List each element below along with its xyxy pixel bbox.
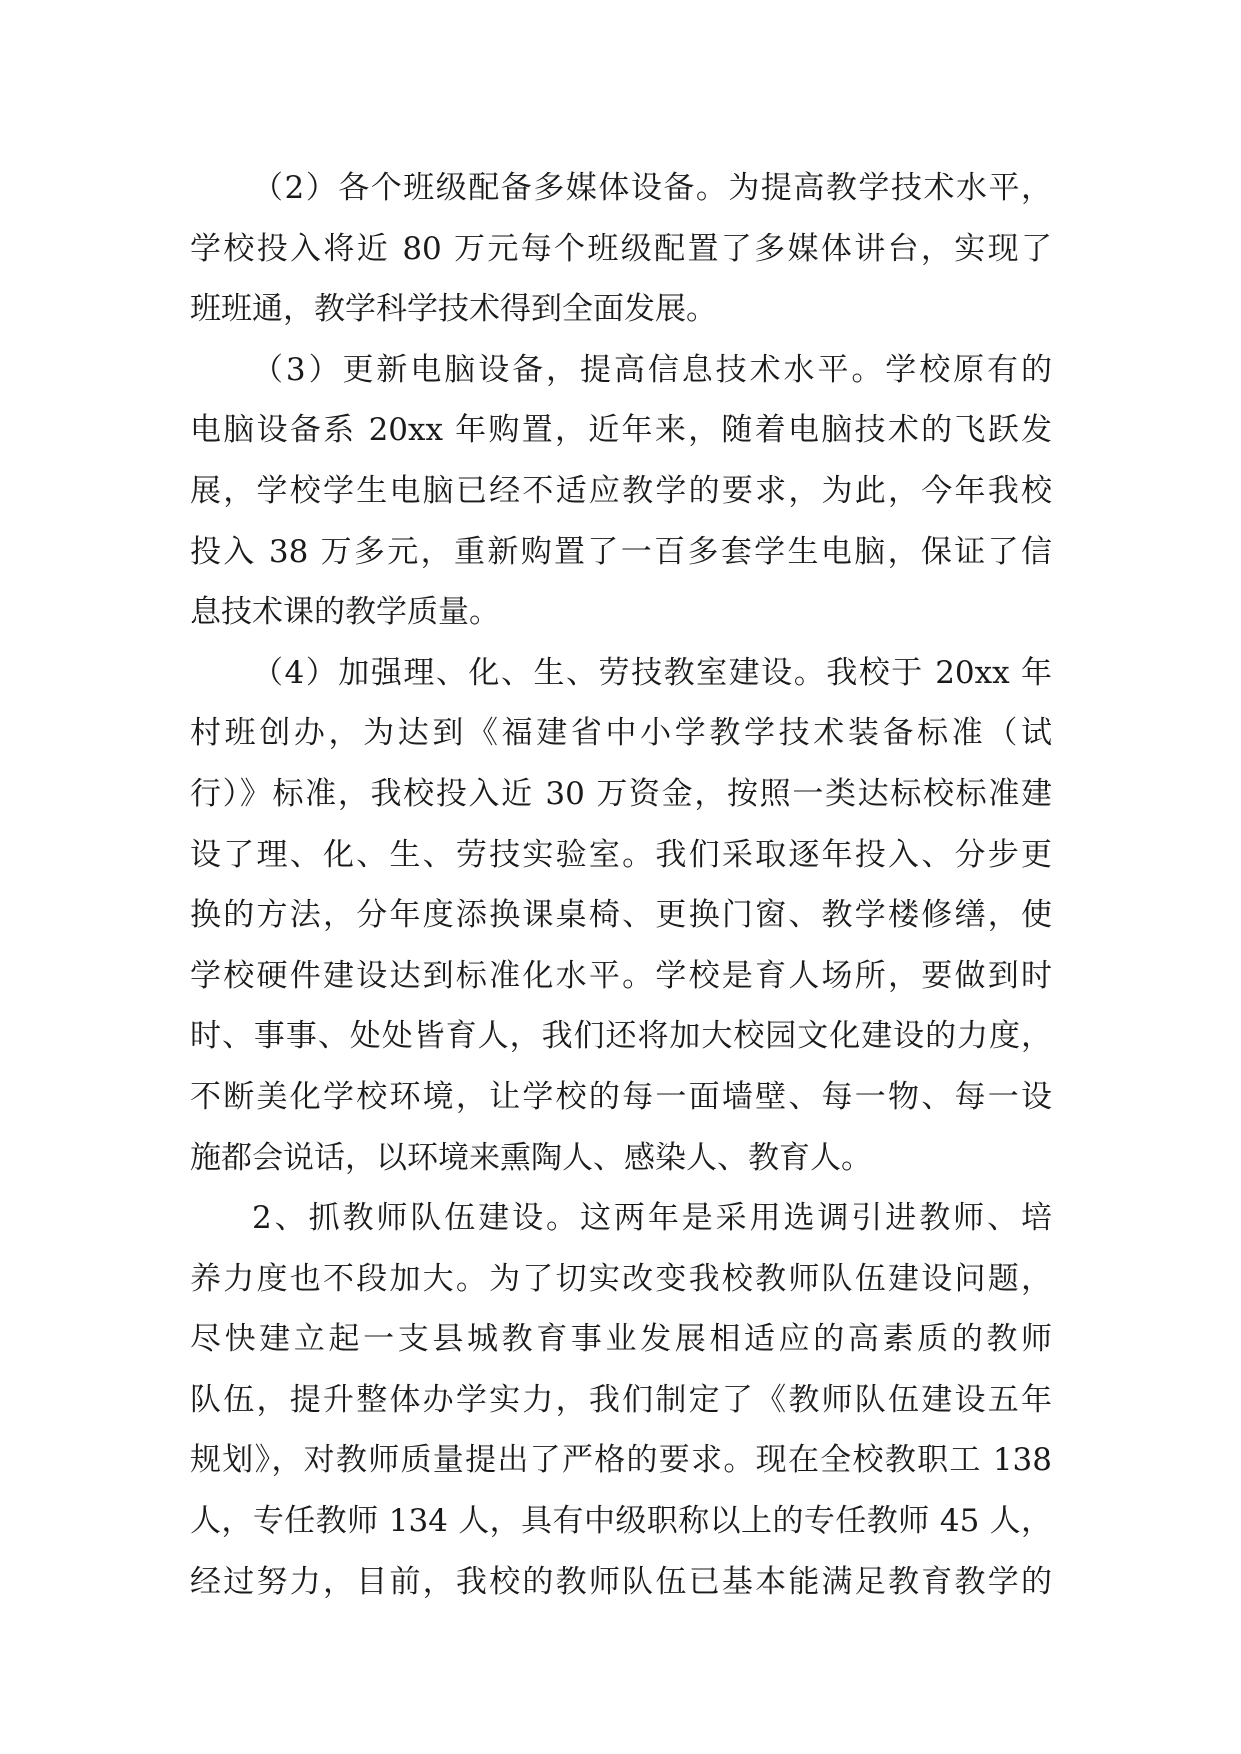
text-line: 电脑设备系 20xx 年购置，近年来，随着电脑技术的飞跃发: [190, 412, 1052, 449]
text-line: 人，专任教师 134 人，具有中级职称以上的专任教师 45 人，: [190, 1503, 1052, 1540]
text-line: 设了理、化、生、劳技实验室。我们采取逐年投入、分步更: [190, 836, 1052, 873]
text-line: 队伍，提升整体办学实力，我们制定了《教师队伍建设五年: [190, 1381, 1052, 1418]
paragraph-computers: [190, 340, 1052, 643]
text-line: 换的方法，分年度添换课桌椅、更换门窗、教学楼修缮，使: [190, 897, 1052, 934]
text-line: （2）各个班级配备多媒体设备。为提高教学技术水平，: [252, 170, 1052, 206]
text-line: 施都会说话，以环境来熏陶人、感染人、教育人。: [190, 1139, 872, 1176]
text-line: 时、事事、处处皆育人，我们还将加大校园文化建设的力度，: [190, 1018, 1052, 1055]
text-line: 投入 38 万多元，重新购置了一百多套学生电脑，保证了信: [190, 533, 1052, 570]
text-line: 经过努力，目前，我校的教师队伍已基本能满足教育教学的: [190, 1563, 1052, 1600]
text-line: 规划》，对教师质量提出了严格的要求。现在全校教职工 138: [190, 1442, 1052, 1479]
paragraph-labs: [190, 643, 1052, 1188]
body-text: [190, 158, 1052, 1612]
text-line: 学校投入将近 80 万元每个班级配置了多媒体讲台，实现了: [190, 230, 1052, 267]
text-line: 养力度也不段加大。为了切实改变我校教师队伍建设问题，: [190, 1260, 1052, 1297]
text-line: （4）加强理、化、生、劳技教室建设。我校于 20xx 年: [252, 654, 1052, 691]
text-line: 班班通，教学科学技术得到全面发展。: [190, 291, 717, 328]
text-line: （3）更新电脑设备，提高信息技术水平。学校原有的: [252, 351, 1052, 388]
text-line: 息技术课的教学质量。: [190, 594, 500, 631]
text-line: 尽快建立起一支县城教育事业发展相适应的高素质的教师: [190, 1321, 1052, 1358]
text-line: 学校硬件建设达到标准化水平。学校是育人场所，要做到时: [190, 957, 1052, 994]
text-line: 2、抓教师队伍建设。这两年是采用选调引进教师、培: [252, 1200, 1052, 1237]
text-line: 村班创办，为达到《福建省中小学教学技术装备标准（试: [190, 715, 1052, 752]
paragraph-teachers: [190, 1188, 1052, 1612]
paragraph-multimedia: [190, 158, 1052, 340]
text-line: 不断美化学校环境，让学校的每一面墙壁、每一物、每一设: [190, 1078, 1052, 1115]
text-line: 行）》标准，我校投入近 30 万资金，按照一类达标校标准建: [190, 775, 1052, 812]
text-line: 展，学校学生电脑已经不适应教学的要求，为此，今年我校: [190, 472, 1052, 509]
